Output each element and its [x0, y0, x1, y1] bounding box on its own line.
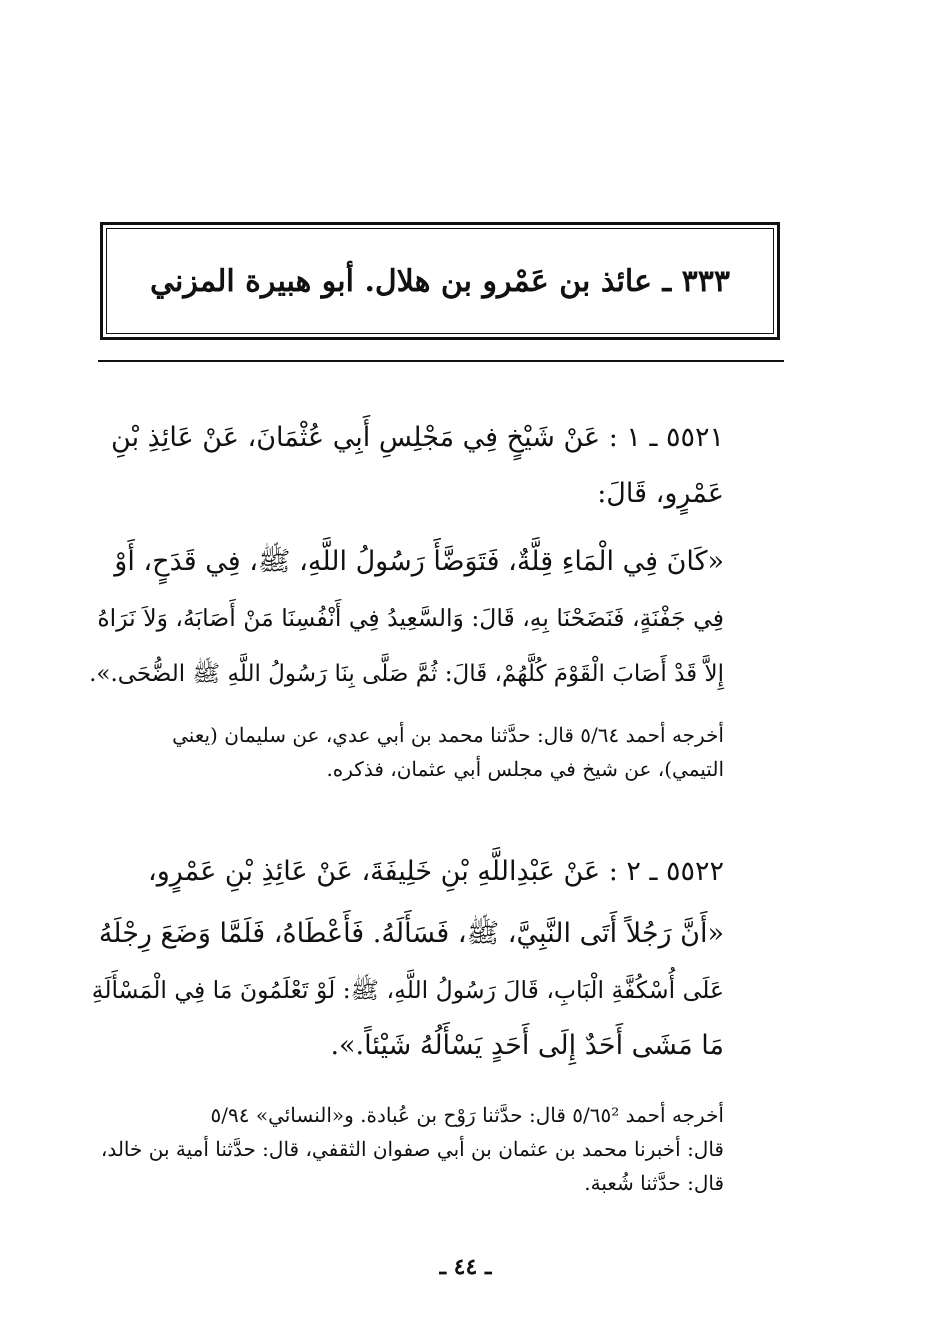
takhrij-line: قال: أخبرنا محمد بن عثمان بن أبي صفوان الثقفي، قال: حدَّثنا أمية بن خالد، [100, 1137, 724, 1161]
hadith-5521-matn [88, 534, 724, 702]
hadith-5521-isnad [88, 410, 724, 522]
isnad-line: ٥٥٢١ ـ ١ : عَنْ شَيْخٍ فِي مَجْلِسِ أَبِي عُثْمَانَ، عَنْ عَائِذِ بْنِ [111, 422, 724, 453]
matn-line: مَا مَشَى أَحَدٌ إِلَى أَحَدٍ يَسْأَلُهُ شَيْئاً.». [330, 1030, 724, 1061]
chapter-title: ٣٣٣ ـ عائذ بن عَمْرو بن هلال. أبو هبيرة المزني [150, 263, 730, 299]
hadith-5522-isnad [88, 844, 724, 900]
matn-line: «أَنَّ رَجُلاً أَتَى النَّبِيَّ، ﷺ، فَسَأَلَهُ. فَأَعْطَاهُ، فَلَمَّا وَضَعَ رِجْلَهُ [98, 918, 724, 949]
hadith-5522-takhrij [88, 1098, 724, 1200]
matn-line: فِي جَفْنَةٍ، فَنَضَحْنَا بِهِ، قَالَ: وَالسَّعِيدُ فِي أَنْفُسِنَا مَنْ أَصَابَهُ، وَلاَ نَرَاهُ [97, 604, 724, 632]
hadith-5521-takhrij [88, 718, 724, 786]
takhrij-line: أخرجه أحمد ٥/٦٥² قال: حدَّثنا رَوْح بن عُبادة. و«النسائي» ٥/٩٤ [210, 1103, 724, 1127]
takhrij-line: أخرجه أحمد ٥/٦٤ قال: حدَّثنا محمد بن أبي عدي، عن سليمان (يعني [172, 723, 724, 747]
matn-line: عَلَى أُسْكُفَّةِ الْبَابِ، قَالَ رَسُولُ اللَّهِ، ﷺ: لَوْ تَعْلَمُونَ مَا فِي الْمَسْأَلَةِ [91, 976, 724, 1004]
takhrij-line: قال: حدَّثنا شُعبة. [584, 1171, 724, 1195]
hadith-5522-matn [88, 906, 724, 1074]
isnad-line: ٥٥٢٢ ـ ٢ : عَنْ عَبْدِاللَّهِ بْنِ خَلِيفَةَ، عَنْ عَائِذِ بْنِ عَمْرٍو، [147, 856, 724, 887]
takhrij-line: التيمي)، عن شيخ في مجلس أبي عثمان، فذكره. [326, 757, 724, 781]
header-rule [98, 360, 784, 362]
matn-line: إِلاَّ قَدْ أَصَابَ الْقَوْمَ كُلَّهُمْ، قَالَ: ثُمَّ صَلَّى بِنَا رَسُولُ اللَّهِ ﷺ الضُّحَى.». [89, 661, 724, 687]
matn-line: «كَانَ فِي الْمَاءِ قِلَّةٌ، فَتَوَضَّأَ رَسُولُ اللَّهِ، ﷺ، فِي قَدَحٍ، أَوْ [114, 546, 724, 577]
page-number: ـ ٤٤ ـ [439, 1254, 492, 1280]
chapter-title-box [100, 222, 780, 340]
isnad-line: عَمْرٍو، قَالَ: [597, 478, 724, 509]
